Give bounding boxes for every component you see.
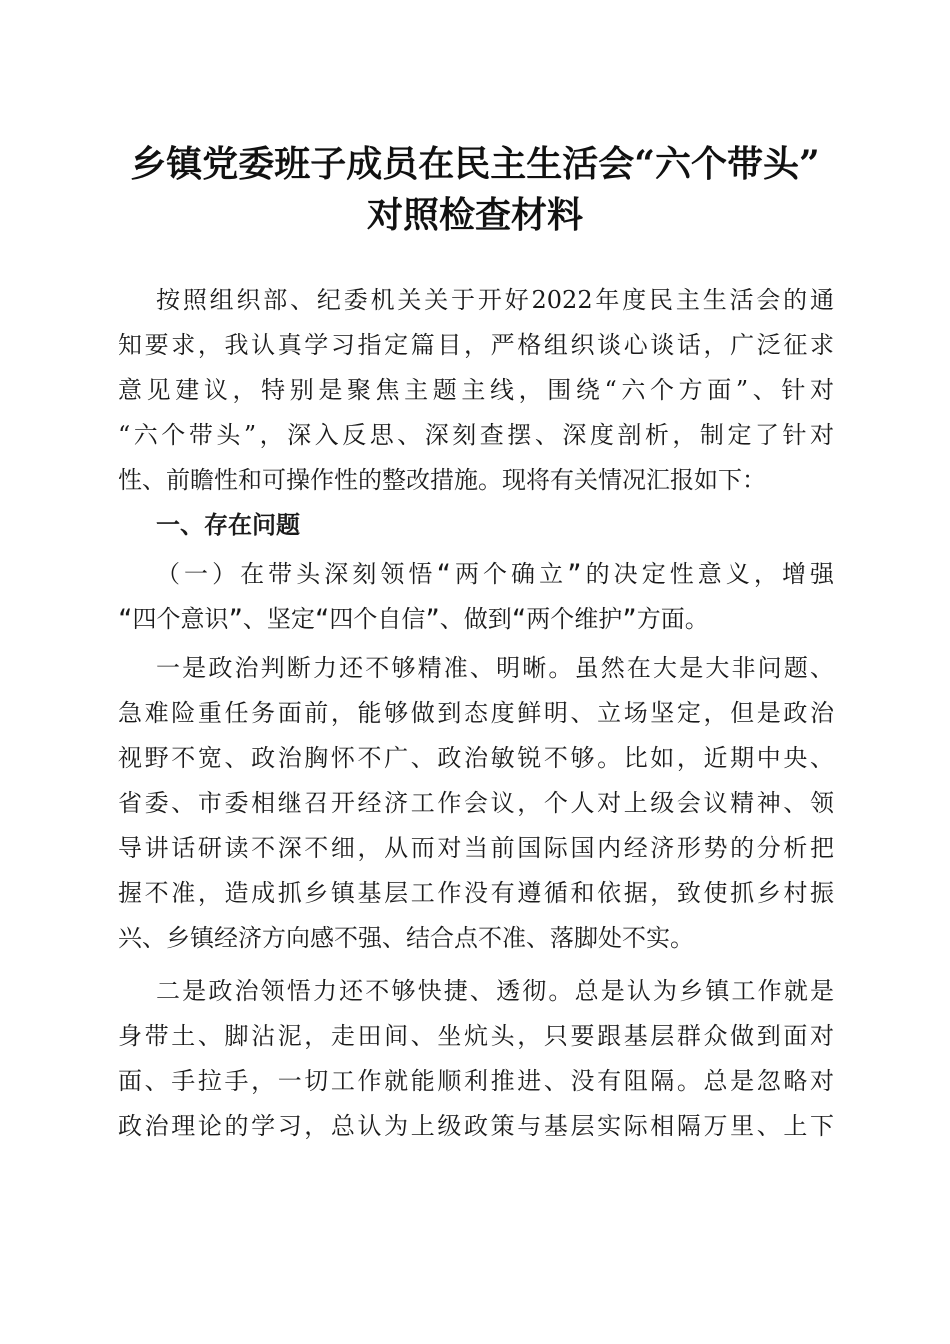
intro-line: 意见建议，特别是聚焦主题主线，围绕“六个方面”、针对 — [118, 376, 834, 404]
paragraph-line: 省委、市委相继召开经济工作会议，个人对上级会议精神、领 — [118, 789, 834, 817]
point-1-first-rest: 虽然在大是大非问题、 — [574, 654, 835, 682]
intro-line: “六个带头”，深入反思、深刻查摆、深度剖析，制定了针对 — [118, 421, 834, 449]
point-2-first-rest: 总是认为乡镇工作就是 — [574, 977, 835, 1005]
point-2-lead: 二是政治领悟力还不够快捷、透彻。 — [156, 977, 575, 1005]
document-title-line-1: 乡镇党委班子成员在民主生活会“六个带头” — [130, 143, 820, 185]
paragraph-line: 政治理论的学习，总认为上级政策与基层实际相隔万里、上下 — [118, 1112, 834, 1140]
paragraph-line: 握不准，造成抓乡镇基层工作没有遵循和依据，致使抓乡村振 — [118, 879, 834, 907]
document-body — [118, 278, 834, 1149]
paragraph-line: 兴、乡镇经济方向感不强、结合点不准、落脚处不实。 — [118, 924, 694, 952]
point-2-first-line — [118, 969, 834, 1014]
intro-line: 按照组织部、纪委机关关于开好2022年度民主生活会的通 — [156, 286, 834, 314]
document-title-line-2: 对照检查材料 — [366, 194, 583, 236]
intro-line: 知要求，我认真学习指定篇目，严格组织谈心谈话，广泛征求 — [118, 331, 834, 359]
paragraph-line: 导讲话研读不深不细，从而对当前国际国内经济形势的分析把 — [118, 834, 834, 862]
sub-section-heading-line: （一）在带头深刻领悟“两个确立”的决定性意义，增强 — [156, 560, 834, 588]
point-1-lead: 一是政治判断力还不够精准、明晰。 — [156, 654, 575, 682]
paragraph-line: 面、手拉手，一切工作就能顺利推进、没有阻隔。总是忽略对 — [118, 1067, 834, 1095]
paragraph-line: 身带土、脚沾泥，走田间、坐炕头，只要跟基层群众做到面对 — [118, 1022, 834, 1050]
intro-line: 性、前瞻性和可操作性的整改措施。现将有关情况汇报如下： — [118, 466, 766, 494]
paragraph-line: 急难险重任务面前，能够做到态度鲜明、立场坚定，但是政治 — [118, 699, 834, 727]
point-1-first-line — [118, 646, 834, 691]
paragraph-line: 视野不宽、政治胸怀不广、政治敏锐不够。比如，近期中央、 — [118, 744, 834, 772]
section-heading: 一、存在问题 — [156, 511, 300, 539]
sub-section-heading-line: “四个意识”、坚定“四个自信”、做到“两个维护”方面。 — [118, 605, 709, 633]
